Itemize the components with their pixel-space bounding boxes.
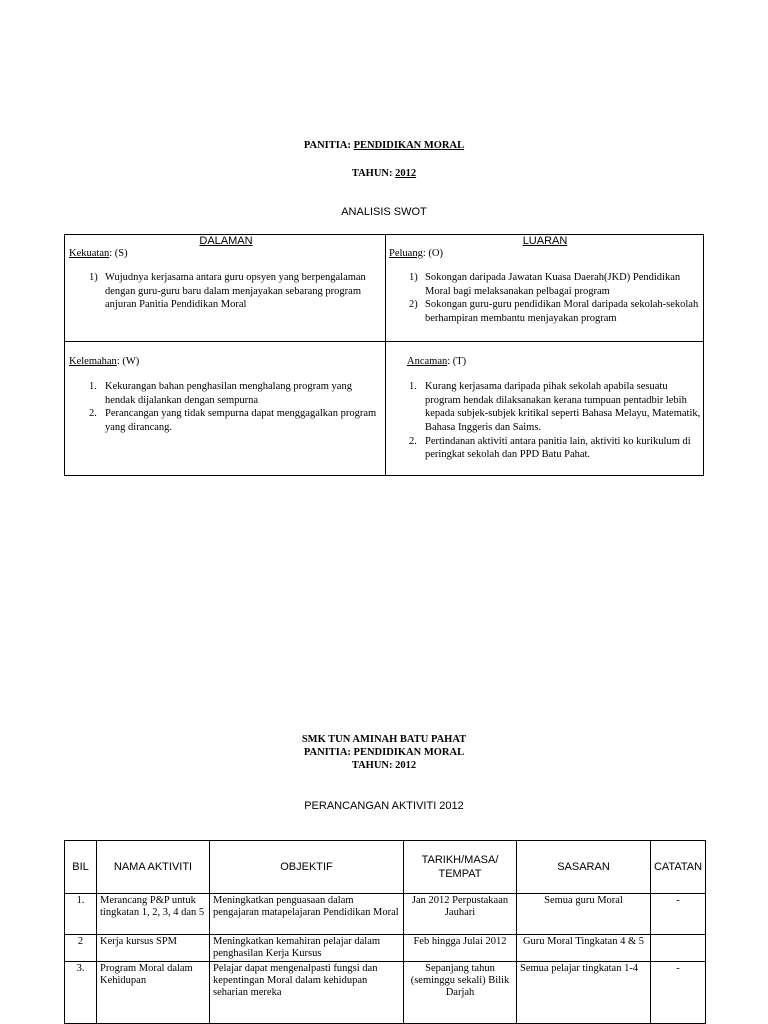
col-sasaran: SASARAN (517, 841, 651, 894)
swot-table (64, 234, 704, 476)
strengths-list (69, 271, 383, 312)
cell-bil: 1. (65, 894, 97, 935)
swot-strengths-cell (69, 235, 383, 312)
panitia-value: PENDIDIKAN MORAL (353, 140, 465, 151)
col-nama-aktiviti: NAMA AKTIVITI (97, 841, 210, 894)
list-item: 2. Pertindanan aktiviti antara panitia lain, aktiviti ko kurikulum di peringkat sekolah dan PPD Batu Pahat. (409, 435, 691, 461)
opportunities-list (389, 271, 701, 326)
activity-heading (0, 733, 768, 772)
col-catatan: CATATAN (651, 841, 706, 894)
list-item: 2. Perancangan yang tidak sempurna dapat menggagalkan program yang dirancang. (89, 408, 377, 433)
school-name: SMK TUN AMINAH BATU PAHAT (301, 734, 467, 745)
cell-nama: Kerja kursus SPM (97, 935, 210, 962)
weaknesses-label: Kelemahan: (W) (69, 356, 140, 367)
cell-catatan: - (651, 894, 706, 935)
swot-divider-horizontal (65, 341, 703, 342)
activity-table (64, 840, 706, 1024)
cell-sasaran: Guru Moral Tingkatan 4 & 5 (517, 935, 651, 962)
threats-label: Ancaman: (T) (407, 356, 467, 367)
cell-tarikh: Sepanjang tahun (seminggu sekali) Bilik Darjah (404, 962, 517, 1024)
cell-bil: 2 (65, 935, 97, 962)
table-row (65, 894, 706, 935)
cell-catatan: - (651, 962, 706, 1024)
swot-threats-cell (389, 355, 701, 462)
list-item: 1) Wujudnya kerjasama antara guru opsyen yang berpengalaman dengan guru-guru baru dalam menjayakan sebarang program anjuran Panitia Pendidikan Moral (89, 272, 366, 311)
panitia-label: PANITIA: (303, 140, 354, 151)
tahun-value: 2012 (395, 168, 417, 179)
tahun-label: TAHUN: (351, 168, 396, 179)
cell-nama: Program Moral dalam Kehidupan (97, 962, 210, 1024)
cell-catatan (651, 935, 706, 962)
tahun-line: TAHUN: 2012 (351, 760, 417, 771)
cell-tarikh: Feb hingga Julai 2012 (404, 935, 517, 962)
luaran-header: LUARAN (522, 235, 568, 247)
swot-weaknesses-cell (69, 355, 383, 435)
col-bil: BIL (65, 841, 97, 894)
col-tarikh: TARIKH/MASA/ TEMPAT (404, 841, 517, 894)
dalaman-header: DALAMAN (199, 235, 253, 247)
table-header-row (65, 841, 706, 894)
cell-objektif: Meningkatkan penguasaan dalam pengajaran matapelajaran Pendidikan Moral (210, 894, 404, 935)
cell-nama: Merancang P&P untuk tingkatan 1, 2, 3, 4 dan 5 (97, 894, 210, 935)
col-objektif: OBJEKTIF (210, 841, 404, 894)
panitia-heading (0, 139, 768, 153)
weaknesses-list (69, 380, 383, 435)
table-row (65, 935, 706, 962)
cell-bil: 3. (65, 962, 97, 1024)
list-item: 1) Sokongan daripada Jawatan Kuasa Daerah(JKD) Pendidikan Moral bagi melaksanakan pelbagai program (409, 272, 681, 297)
cell-objektif: Pelajar dapat mengenalpasti fungsi dan kepentingan Moral dalam kehidupan seharian mereka (210, 962, 404, 1024)
strengths-label: Kekuatan: (S) (69, 248, 128, 259)
swot-divider-vertical (385, 235, 386, 475)
cell-tarikh: Jan 2012 Perpustakaan Jauhari (404, 894, 517, 935)
swot-opportunities-cell (389, 235, 701, 326)
threats-list (389, 380, 701, 462)
cell-sasaran: Semua guru Moral (517, 894, 651, 935)
cell-sasaran: Semua pelajar tingkatan 1-4 (517, 962, 651, 1024)
analisis-swot-title: ANALISIS SWOT (341, 206, 427, 218)
cell-objektif: Meningkatkan kemahiran pelajar dalam penghasilan Kerja Kursus (210, 935, 404, 962)
list-item: 1. Kekurangan bahan penghasilan menghalang program yang hendak dijalankan dengan sempurna (89, 381, 352, 406)
opportunities-label: Peluang: (O) (389, 248, 443, 259)
perancangan-title: PERANCANGAN AKTIVITI 2012 (304, 800, 464, 812)
table-row (65, 962, 706, 1024)
list-item: 1. Kurang kerjasama daripada pihak sekolah apabila sesuatu program hendak dilaksanakan kerana tumpuan pentadbir lebih kepada subjek-subjek kritikal seperti Bahasa Melayu, Matematik, Bahasa Inggeris dan Saims. (409, 381, 701, 433)
list-item: 2) Sokongan guru-guru pendidikan Moral daripada sekolah-sekolah berhampiran membantu menjayakan program (409, 299, 699, 324)
tahun-heading (0, 167, 768, 181)
panitia-line: PANITIA: PENDIDIKAN MORAL (303, 747, 465, 758)
